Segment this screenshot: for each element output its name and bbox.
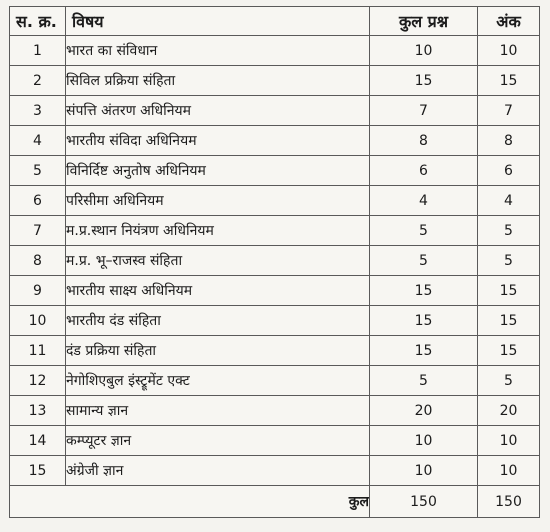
row-subject: नेगोशिएबुल इंस्ट्रूमेंट एक्ट (66, 366, 370, 396)
total-row (10, 486, 540, 518)
row-serial: 15 (10, 456, 66, 486)
row-subject: परिसीमा अधिनियम (66, 186, 370, 216)
table-row (10, 96, 540, 126)
row-subject: सिविल प्रक्रिया संहिता (66, 66, 370, 96)
table-row (10, 126, 540, 156)
table-row (10, 156, 540, 186)
row-subject: भारतीय संविदा अधिनियम (66, 126, 370, 156)
header-marks: अंक (478, 7, 540, 36)
row-questions: 6 (370, 156, 478, 186)
row-marks: 8 (478, 126, 540, 156)
row-subject: म.प्र.स्थान नियंत्रण अधिनियम (66, 216, 370, 246)
total-marks: 150 (478, 486, 540, 518)
row-questions: 10 (370, 36, 478, 66)
row-marks: 7 (478, 96, 540, 126)
row-serial: 1 (10, 36, 66, 66)
row-questions: 10 (370, 456, 478, 486)
row-serial: 8 (10, 246, 66, 276)
row-marks: 10 (478, 426, 540, 456)
row-serial: 5 (10, 156, 66, 186)
row-serial: 14 (10, 426, 66, 456)
table-row (10, 246, 540, 276)
table-row (10, 216, 540, 246)
row-subject: भारतीय दंड संहिता (66, 306, 370, 336)
header-serial: स. क्र. (10, 7, 66, 36)
row-questions: 7 (370, 96, 478, 126)
row-subject: अंग्रेजी ज्ञान (66, 456, 370, 486)
header-questions: कुल प्रश्न (370, 7, 478, 36)
row-marks: 5 (478, 246, 540, 276)
row-subject: म.प्र. भू–राजस्व संहिता (66, 246, 370, 276)
row-subject: भारत का संविधान (66, 36, 370, 66)
table-row (10, 426, 540, 456)
row-serial: 12 (10, 366, 66, 396)
row-marks: 6 (478, 156, 540, 186)
table-header-row (10, 7, 540, 36)
row-serial: 10 (10, 306, 66, 336)
table-row (10, 36, 540, 66)
row-marks: 20 (478, 396, 540, 426)
row-subject: भारतीय साक्ष्य अधिनियम (66, 276, 370, 306)
total-label: कुल (10, 486, 370, 518)
row-subject: कम्प्यूटर ज्ञान (66, 426, 370, 456)
row-serial: 9 (10, 276, 66, 306)
table-row (10, 396, 540, 426)
row-serial: 2 (10, 66, 66, 96)
row-questions: 15 (370, 336, 478, 366)
row-serial: 4 (10, 126, 66, 156)
row-marks: 15 (478, 306, 540, 336)
row-marks: 10 (478, 36, 540, 66)
table-row (10, 306, 540, 336)
row-marks: 5 (478, 366, 540, 396)
row-marks: 4 (478, 186, 540, 216)
row-questions: 5 (370, 366, 478, 396)
table-row (10, 336, 540, 366)
row-subject: सामान्य ज्ञान (66, 396, 370, 426)
row-marks: 15 (478, 66, 540, 96)
table-row (10, 186, 540, 216)
row-subject: दंड प्रक्रिया संहिता (66, 336, 370, 366)
table-row (10, 456, 540, 486)
row-questions: 15 (370, 306, 478, 336)
row-questions: 10 (370, 426, 478, 456)
row-questions: 5 (370, 246, 478, 276)
row-marks: 5 (478, 216, 540, 246)
table-row (10, 276, 540, 306)
row-subject: विनिर्दिष्ट अनुतोष अधिनियम (66, 156, 370, 186)
row-subject: संपत्ति अंतरण अधिनियम (66, 96, 370, 126)
table-body (10, 36, 540, 486)
row-serial: 6 (10, 186, 66, 216)
row-questions: 5 (370, 216, 478, 246)
row-questions: 15 (370, 66, 478, 96)
table-row (10, 66, 540, 96)
row-marks: 15 (478, 276, 540, 306)
row-marks: 15 (478, 336, 540, 366)
row-serial: 13 (10, 396, 66, 426)
row-questions: 4 (370, 186, 478, 216)
table-row (10, 366, 540, 396)
row-serial: 3 (10, 96, 66, 126)
total-questions: 150 (370, 486, 478, 518)
header-subject: विषय (66, 7, 370, 36)
row-marks: 10 (478, 456, 540, 486)
row-serial: 7 (10, 216, 66, 246)
row-questions: 20 (370, 396, 478, 426)
row-serial: 11 (10, 336, 66, 366)
syllabus-table (9, 6, 540, 518)
row-questions: 8 (370, 126, 478, 156)
row-questions: 15 (370, 276, 478, 306)
